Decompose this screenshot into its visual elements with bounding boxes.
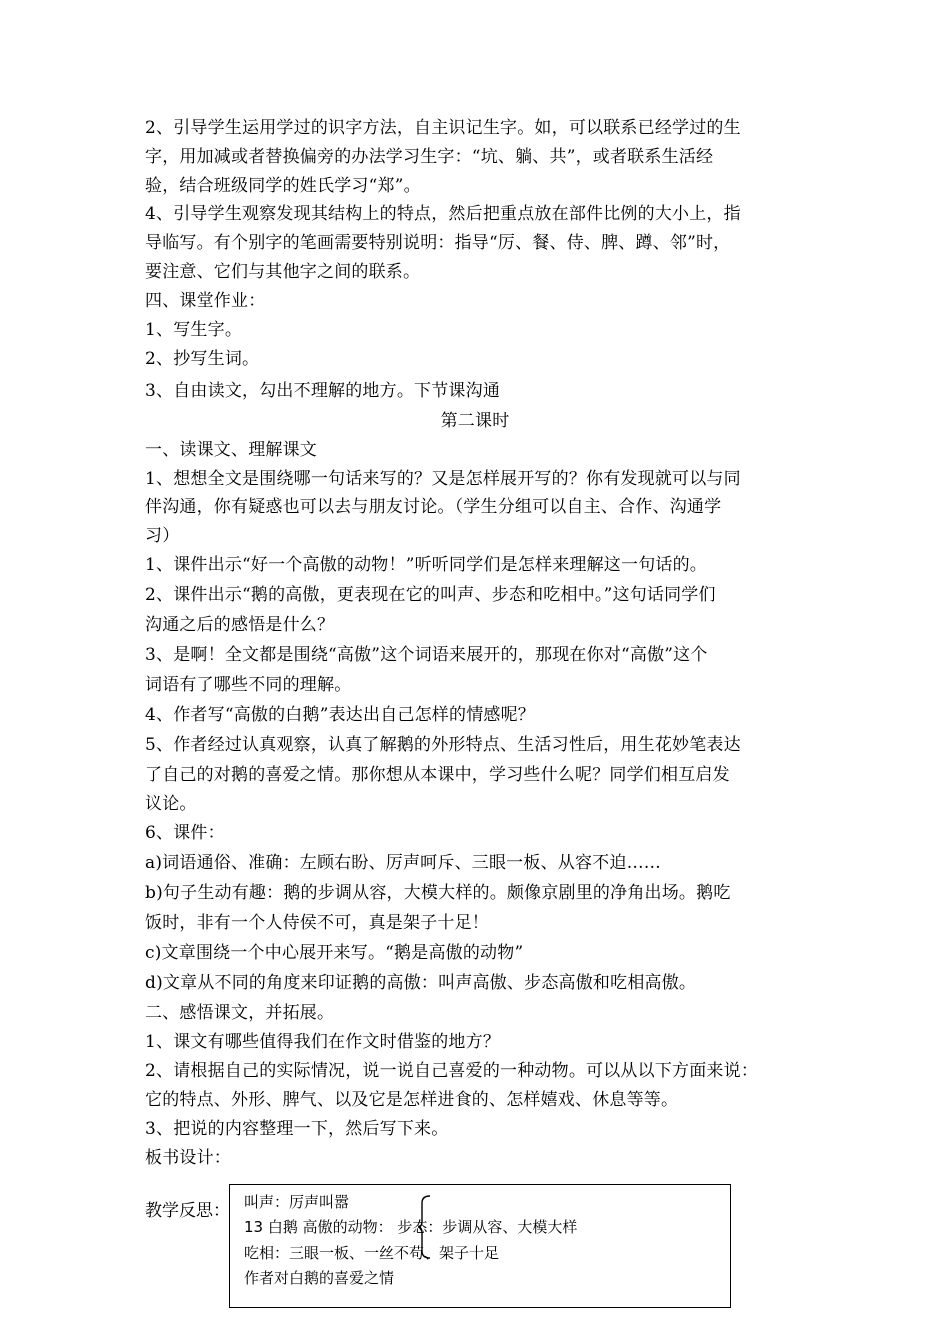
text-line: 3、把说的内容整理一下，然后写下来。 bbox=[145, 1119, 449, 1139]
text-line: 3、是啊！全文都是围绕“高傲”这个词语来展开的，那现在你对“高傲”这个 bbox=[145, 645, 708, 665]
text-line: 1、写生字。 bbox=[145, 320, 243, 340]
text-line: 4、引导学生观察发现其结构上的特点，然后把重点放在部件比例的大小上，指 bbox=[145, 204, 741, 224]
text-line: 饭时，非有一个人侍侯不可，真是架子十足！ bbox=[145, 913, 489, 933]
text-line: 议论。 bbox=[145, 794, 197, 814]
text-line: 1、想想全文是围绕哪一句话来写的？又是怎样展开写的？你有发现就可以与同 bbox=[145, 469, 741, 489]
text-line: b)句子生动有趣：鹅的步调从容，大模大样的。颇像京剧里的净角出场。鹅吃 bbox=[145, 883, 731, 903]
text-line: c)文章围绕一个中心展开来写。“鹅是高傲的动物” bbox=[145, 943, 524, 963]
text-line: d)文章从不同的角度来印证鹅的高傲：叫声高傲、步态高傲和吃相高傲。 bbox=[145, 973, 697, 993]
text-line: 1、课件出示“好一个高傲的动物！”听听同学们是怎样来理解这一句话的。 bbox=[145, 555, 707, 575]
text-line: 3、自由读文，勾出不理解的地方。下节课沟通 bbox=[145, 381, 501, 401]
teaching-reflection-label: 教学反思： bbox=[145, 1201, 230, 1221]
text-line: 5、作者经过认真观察，认真了解鹅的外形特点、生活习性后，用生花妙笔表达 bbox=[145, 735, 741, 755]
text-line: a)词语通俗、准确：左顾右盼、厉声呵斥、三眼一板、从容不迫…… bbox=[145, 853, 661, 873]
text-line: 板书设计： bbox=[145, 1148, 231, 1168]
lesson-heading: 第二课时 bbox=[440, 411, 510, 431]
board-line-eating: 吃相：三眼一板、一丝不苟、架子十足 bbox=[244, 1244, 500, 1262]
section-heading: 四、课堂作业： bbox=[145, 291, 266, 311]
board-line-call: 叫声：厉声叫嚣 bbox=[244, 1193, 350, 1211]
text-line: 2、抄写生词。 bbox=[145, 349, 260, 369]
board-design-box bbox=[229, 1184, 731, 1308]
text-line: 它的特点、外形、脾气、以及它是怎样进食的、怎样嬉戏、休息等等。 bbox=[145, 1090, 679, 1110]
text-line: 2、引导学生运用学过的识字方法，自主识记生字。如，可以联系已经学过的生 bbox=[145, 118, 741, 138]
text-line: 1、课文有哪些值得我们在作文时借鉴的地方？ bbox=[145, 1032, 501, 1052]
text-line: 了自己的对鹅的喜爱之情。那你想从本课中，学习些什么呢？同学们相互启发 bbox=[145, 765, 730, 785]
board-line-summary: 作者对白鹅的喜爱之情 bbox=[244, 1269, 395, 1287]
text-line: 字，用加减或者替换偏旁的办法学习生字：“坑、躺、共”，或者联系生活经 bbox=[145, 147, 714, 167]
text-line: 2、请根据自己的实际情况，说一说自己喜爱的一种动物。可以从以下方面来说： bbox=[145, 1061, 759, 1081]
text-line: 6、课件： bbox=[145, 823, 225, 843]
text-line: 要注意、它们与其他字之间的联系。 bbox=[145, 262, 421, 282]
board-line-title: 13 白鹅 高傲的动物： 步态：步调从容、大模大样 bbox=[244, 1218, 578, 1236]
text-line: 2、课件出示“鹅的高傲，更表现在它的叫声、步态和吃相中。”这句话同学们 bbox=[145, 585, 716, 605]
text-line: 验，结合班级同学的姓氏学习“郑”。 bbox=[145, 176, 421, 196]
text-line: 沟通之后的感悟是什么？ bbox=[145, 615, 335, 635]
curly-brace-icon bbox=[418, 1195, 432, 1259]
text-line: 词语有了哪些不同的理解。 bbox=[145, 675, 352, 695]
text-line: 导临写。有个别字的笔画需要特别说明：指导“厉、餐、侍、脾、蹲、邻”时， bbox=[145, 233, 731, 253]
text-line: 习） bbox=[145, 526, 180, 546]
text-line: 4、作者写“高傲的白鹅”表达出自己怎样的情感呢？ bbox=[145, 705, 535, 725]
section-heading: 一、读课文、理解课文 bbox=[145, 440, 317, 460]
text-line: 伴沟通，你有疑惑也可以去与朋友讨论。（学生分组可以自主、合作、沟通学 bbox=[145, 497, 722, 517]
section-heading: 二、感悟课文，并拓展。 bbox=[145, 1003, 335, 1023]
